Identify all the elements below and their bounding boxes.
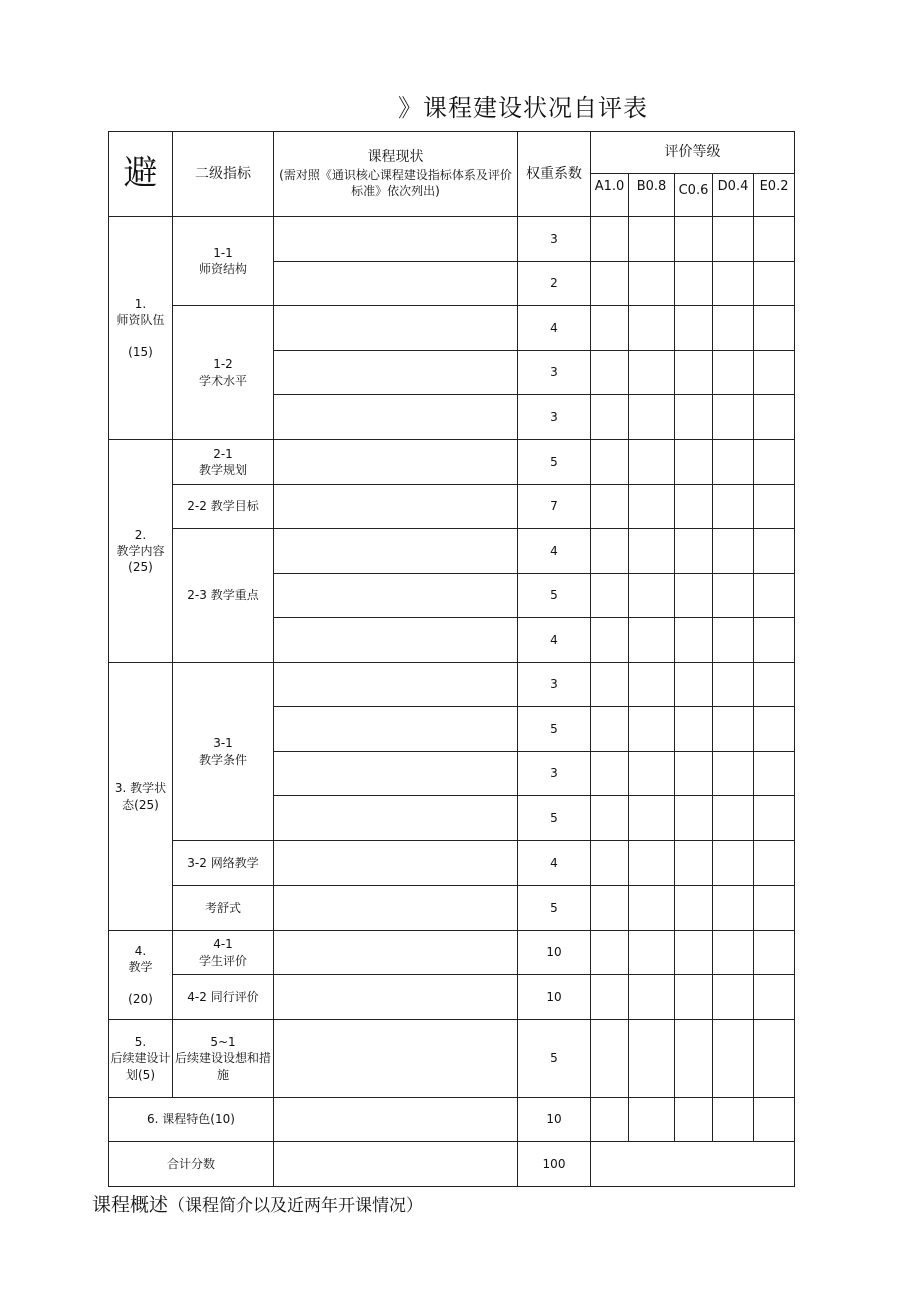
sub-2-3: 2-3 教学重点 [173,529,274,663]
status-cell[interactable] [274,975,518,1020]
grade-box[interactable] [675,752,713,796]
grade-box[interactable] [713,931,754,975]
total-grade-cell[interactable] [591,1142,795,1187]
weight-cell: 4 [518,841,591,886]
grade-box[interactable] [713,663,754,707]
grade-box[interactable] [629,796,675,841]
grade-box[interactable] [754,529,795,574]
grade-box[interactable] [629,1098,675,1142]
grade-box[interactable] [754,1098,795,1142]
grade-box[interactable] [629,485,675,529]
self-evaluation-table [108,131,795,1187]
status-cell[interactable] [274,618,518,663]
weight-cell: 3 [518,351,591,395]
grade-box[interactable] [754,796,795,841]
grade-box[interactable] [754,886,795,931]
weight-cell: 3 [518,663,591,707]
grade-box[interactable] [754,440,795,485]
weight-cell: 3 [518,752,591,796]
sub-1-2: 1-2 学术水平 [173,306,274,440]
section-5-label: 5. 后续建设计划(5) [109,1020,173,1098]
grade-box[interactable] [713,574,754,618]
grade-box[interactable] [713,440,754,485]
status-cell[interactable] [274,931,518,975]
grade-box[interactable] [675,841,713,886]
status-cell[interactable] [274,440,518,485]
sub-3-2: 3-2 网络教学 [173,841,274,886]
grade-box[interactable] [629,529,675,574]
grade-box[interactable] [629,306,675,351]
grade-box[interactable] [713,707,754,752]
grade-box[interactable] [629,440,675,485]
grade-box[interactable] [629,351,675,395]
grade-box[interactable] [629,395,675,440]
course-overview-heading [92,1190,423,1217]
status-cell[interactable] [274,574,518,618]
weight-cell: 4 [518,618,591,663]
total-status-cell[interactable] [274,1142,518,1187]
grade-box[interactable] [591,796,629,841]
grade-box[interactable] [713,1020,754,1098]
grade-box[interactable] [713,752,754,796]
grade-e: E0.2 [754,174,795,217]
grade-box[interactable] [629,217,675,262]
grade-box[interactable] [713,395,754,440]
grade-a: A1.0 [591,174,629,217]
grade-box[interactable] [713,262,754,306]
grade-box[interactable] [754,395,795,440]
weight-cell: 5 [518,440,591,485]
grade-box[interactable] [675,1098,713,1142]
grade-box[interactable] [629,752,675,796]
weight-cell: 3 [518,395,591,440]
grade-box[interactable] [713,886,754,931]
grade-box[interactable] [629,618,675,663]
grade-box[interactable] [591,306,629,351]
grade-box[interactable] [629,931,675,975]
section-1-label: 1. 师资队伍 (15) [109,217,173,440]
grade-box[interactable] [591,886,629,931]
grade-box[interactable] [754,618,795,663]
grade-box[interactable] [591,351,629,395]
grade-box[interactable] [675,975,713,1020]
status-cell[interactable] [274,217,518,262]
grade-box[interactable] [713,351,754,395]
weight-cell: 7 [518,485,591,529]
grade-d: D0.4 [713,174,754,217]
weight-cell: 10 [518,975,591,1020]
grade-box[interactable] [591,217,629,262]
weight-cell: 5 [518,796,591,841]
header-first-level: 避 [109,132,173,217]
overview-label: 课程概述 [92,1194,169,1216]
grade-box[interactable] [754,351,795,395]
status-cell[interactable] [274,1098,518,1142]
grade-box[interactable] [675,707,713,752]
grade-box[interactable] [675,440,713,485]
grade-box[interactable] [675,663,713,707]
page-title: 》课程建设状况自评表 [398,94,648,122]
grade-box[interactable] [754,931,795,975]
grade-box[interactable] [754,306,795,351]
grade-box[interactable] [754,841,795,886]
section-4-label: 4. 教学 (20) [109,931,173,1020]
grade-box[interactable] [713,1098,754,1142]
sub-3-1: 3-1 教学条件 [173,663,274,841]
grade-box[interactable] [675,306,713,351]
status-cell[interactable] [274,395,518,440]
status-cell[interactable] [274,262,518,306]
grade-box[interactable] [591,931,629,975]
grade-box[interactable] [754,663,795,707]
grade-box[interactable] [713,529,754,574]
grade-box[interactable] [591,440,629,485]
overview-note: （课程简介以及近两年开课情况） [168,1196,424,1216]
weight-cell: 4 [518,306,591,351]
status-cell[interactable] [274,752,518,796]
total-value: 100 [518,1142,591,1187]
grade-box[interactable] [629,1020,675,1098]
grade-box[interactable] [629,663,675,707]
grade-box[interactable] [675,262,713,306]
grade-box[interactable] [754,1020,795,1098]
grade-box[interactable] [591,485,629,529]
status-cell[interactable] [274,351,518,395]
weight-cell: 5 [518,574,591,618]
sub-4-2: 4-2 同行评价 [173,975,274,1020]
grade-box[interactable] [591,395,629,440]
sub-2-2: 2-2 教学目标 [173,485,274,529]
status-cell[interactable] [274,707,518,752]
grade-box[interactable] [713,796,754,841]
header-second-level: 二级指标 [173,132,274,217]
weight-cell: 5 [518,886,591,931]
status-cell[interactable] [274,306,518,351]
grade-box[interactable] [754,217,795,262]
grade-box[interactable] [675,618,713,663]
grade-box[interactable] [591,663,629,707]
header-course-status: 课程现状 (需对照《通识核心课程建设指标体系及评价标准》依次列出) [274,132,518,217]
grade-box[interactable] [591,707,629,752]
grade-box[interactable] [591,618,629,663]
sub-2-1: 2-1 教学规划 [173,440,274,485]
weight-cell: 5 [518,1020,591,1098]
grade-box[interactable] [754,574,795,618]
weight-cell: 10 [518,931,591,975]
grade-box[interactable] [675,351,713,395]
grade-box[interactable] [713,841,754,886]
status-cell[interactable] [274,841,518,886]
header-weight: 权重系数 [518,132,591,217]
status-cell[interactable] [274,796,518,841]
grade-box[interactable] [591,262,629,306]
grade-box[interactable] [754,262,795,306]
grade-box[interactable] [629,975,675,1020]
grade-box[interactable] [591,752,629,796]
total-label: 合计分数 [109,1142,274,1187]
grade-box[interactable] [591,975,629,1020]
sub-4-1: 4-1 学生评价 [173,931,274,975]
status-cell[interactable] [274,1020,518,1098]
grade-box[interactable] [629,574,675,618]
sub-5-1: 5~1 后续建设设想和措施 [173,1020,274,1098]
grade-b: B0.8 [629,174,675,217]
grade-c: C0.6 [675,174,713,217]
grade-box[interactable] [675,574,713,618]
section-2-label: 2. 教学内容(25) [109,440,173,663]
status-cell[interactable] [274,485,518,529]
grade-box[interactable] [754,752,795,796]
weight-cell: 3 [518,217,591,262]
weight-cell: 4 [518,529,591,574]
grade-box[interactable] [591,529,629,574]
grade-box[interactable] [675,485,713,529]
grade-box[interactable] [629,886,675,931]
grade-box[interactable] [675,796,713,841]
grade-box[interactable] [754,485,795,529]
header-grade-level: 评价等级 [591,132,795,174]
grade-box[interactable] [713,485,754,529]
grade-box[interactable] [675,217,713,262]
grade-box[interactable] [591,1098,629,1142]
grade-box[interactable] [591,841,629,886]
grade-box[interactable] [675,886,713,931]
status-cell[interactable] [274,886,518,931]
weight-cell: 2 [518,262,591,306]
grade-box[interactable] [754,975,795,1020]
status-cell[interactable] [274,663,518,707]
grade-box[interactable] [591,574,629,618]
section-6-label: 6. 课程特色(10) [109,1098,274,1142]
grade-box[interactable] [754,707,795,752]
grade-box[interactable] [629,841,675,886]
sub-3-3: 考舒式 [173,886,274,931]
grade-box[interactable] [713,618,754,663]
section-3-label: 3. 教学状态(25) [109,663,173,931]
grade-box[interactable] [713,217,754,262]
grade-box[interactable] [675,529,713,574]
grade-box[interactable] [629,707,675,752]
grade-box[interactable] [713,975,754,1020]
weight-cell: 5 [518,707,591,752]
grade-box[interactable] [713,306,754,351]
grade-box[interactable] [591,1020,629,1098]
weight-cell: 10 [518,1098,591,1142]
grade-box[interactable] [675,1020,713,1098]
grade-box[interactable] [675,395,713,440]
status-cell[interactable] [274,529,518,574]
grade-box[interactable] [629,262,675,306]
sub-1-1: 1-1 师资结构 [173,217,274,306]
grade-box[interactable] [675,931,713,975]
